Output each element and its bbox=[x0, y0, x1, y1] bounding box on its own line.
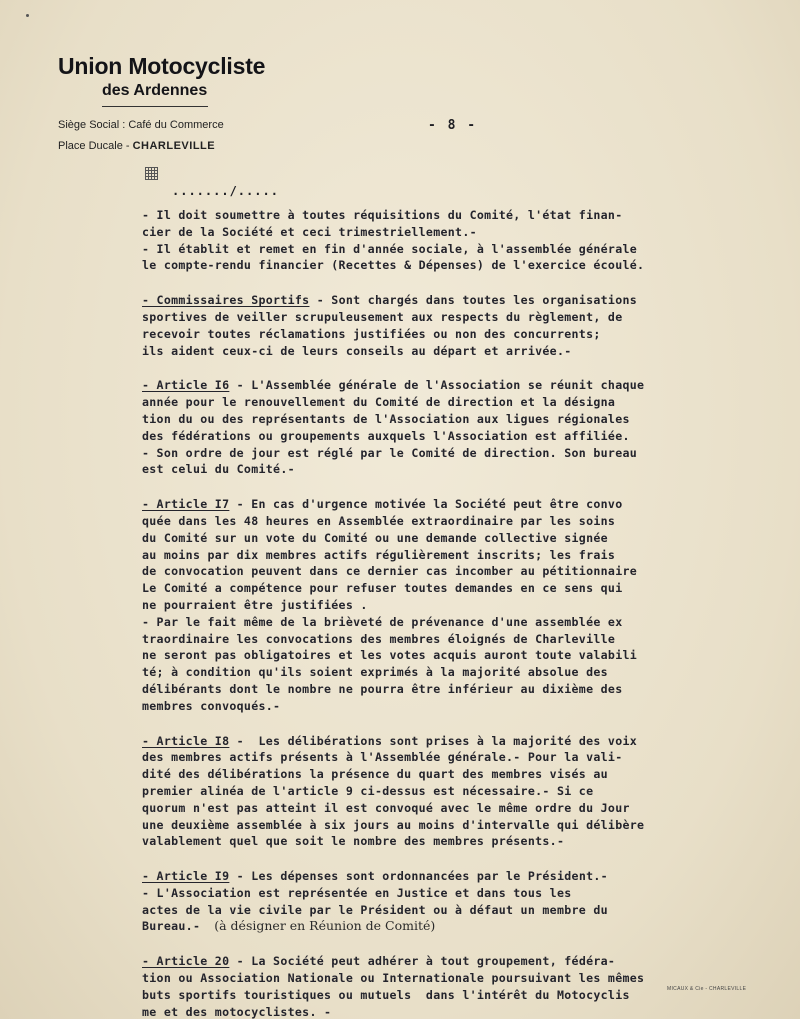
address-place: Place Ducale - bbox=[58, 140, 133, 152]
text-line bbox=[142, 241, 800, 258]
article-heading: - Article I9 bbox=[142, 869, 230, 884]
line-text: sportives de veiller scrupuleusement aux respects du règlement, de bbox=[142, 309, 623, 324]
line-text: du Comité sur un vote du Comité ou une demande collective signée bbox=[142, 530, 608, 545]
paper-speck bbox=[26, 14, 29, 17]
line-text: - Par le fait même de la brièveté de prévenance d'une assemblée ex bbox=[142, 614, 623, 629]
line-text: - L'Assemblée générale de l'Association se réunit chaque bbox=[229, 378, 645, 393]
line-text: année pour le renouvellement du Comité de direction et la désigna bbox=[142, 395, 616, 410]
article-heading: - Article I6 bbox=[142, 378, 230, 393]
line-text: des membres actifs présents à l'Assemblée générale.- Pour la vali- bbox=[142, 750, 623, 765]
paragraph bbox=[142, 207, 800, 274]
text-line bbox=[142, 343, 800, 360]
line-text: délibérants dont le nombre ne pourra être inférieur au dixième des bbox=[142, 681, 623, 696]
address-line-2 bbox=[58, 136, 318, 157]
text-line bbox=[142, 733, 800, 750]
line-text: est celui du Comité.- bbox=[142, 462, 295, 477]
text-line bbox=[142, 1004, 800, 1019]
text-line bbox=[142, 326, 800, 343]
grid-stamp-icon bbox=[145, 167, 158, 180]
line-text: premier alinéa de l'article 9 ci-dessus est nécessaire.- Si ce bbox=[142, 783, 594, 798]
text-line bbox=[142, 868, 800, 885]
line-text: de convocation peuvent dans ce dernier cas incomber au pétitionnaire bbox=[142, 564, 638, 579]
line-text: Bureau.- bbox=[142, 919, 201, 934]
text-line bbox=[142, 428, 800, 445]
text-line bbox=[142, 597, 800, 614]
continuation-mark: ......./..... bbox=[172, 184, 279, 198]
text-line bbox=[142, 664, 800, 681]
line-text: ne seront pas obligatoires et les votes acquis auront toute valabili bbox=[142, 648, 638, 663]
paragraph bbox=[142, 733, 800, 851]
text-line bbox=[142, 631, 800, 648]
text-line bbox=[142, 411, 800, 428]
text-line bbox=[142, 224, 800, 241]
paragraph bbox=[142, 292, 800, 359]
text-line bbox=[142, 918, 800, 935]
line-text: recevoir toutes réclamations justifiées ou non des concurrents; bbox=[142, 326, 601, 341]
line-text: - Il établit et remet en fin d'année sociale, à l'assemblée générale bbox=[142, 241, 638, 256]
text-line bbox=[142, 461, 800, 478]
line-text: au moins par dix membres actifs régulièrement inscrits; les frais bbox=[142, 547, 616, 562]
line-text: - Les dépenses sont ordonnancées par le Président.- bbox=[229, 869, 608, 884]
text-line bbox=[142, 563, 800, 580]
article-heading: - Article I8 bbox=[142, 733, 230, 748]
text-line bbox=[142, 783, 800, 800]
line-text: - Sont chargés dans toutes les organisations bbox=[309, 293, 638, 308]
text-line bbox=[142, 580, 800, 597]
text-line bbox=[142, 647, 800, 664]
page-number: - 8 - bbox=[428, 118, 478, 133]
text-line bbox=[142, 530, 800, 547]
line-text: le compte-rendu financier (Recettes & Dépenses) de l'exercice écoulé. bbox=[142, 258, 645, 273]
line-text: tion du ou des représentants de l'Association aux ligues régionales bbox=[142, 411, 630, 426]
text-line bbox=[142, 614, 800, 631]
text-line bbox=[142, 207, 800, 224]
article-heading: - Article 20 bbox=[142, 954, 230, 969]
text-line bbox=[142, 800, 800, 817]
text-line bbox=[142, 953, 800, 970]
text-line bbox=[142, 496, 800, 513]
line-text: cier de la Société et ceci trimestriellement.- bbox=[142, 224, 477, 239]
text-line bbox=[142, 513, 800, 530]
line-text: me et des motocyclistes. - bbox=[142, 1004, 332, 1019]
paragraph bbox=[142, 868, 800, 935]
line-text: buts sportifs touristiques ou mutuels dans l'intérêt du Motocyclis bbox=[142, 987, 630, 1002]
text-line bbox=[142, 681, 800, 698]
line-text: membres convoqués.- bbox=[142, 698, 281, 713]
line-text: quorum n'est pas atteint il est convoqué avec le même ordre du Jour bbox=[142, 800, 630, 815]
article-heading: - Commissaires Sportifs bbox=[142, 293, 310, 308]
text-line bbox=[142, 817, 800, 834]
line-text: dité des délibérations la présence du quart des membres visés au bbox=[142, 767, 608, 782]
line-text: Le Comité a compétence pour refuser toutes demandes en ce sens qui bbox=[142, 581, 623, 596]
line-text: - Il doit soumettre à toutes réquisitions du Comité, l'état finan- bbox=[142, 208, 623, 222]
document-body bbox=[142, 207, 800, 1019]
text-line bbox=[142, 445, 800, 462]
line-text: - Son ordre de jour est réglé par le Comité de direction. Son bureau bbox=[142, 445, 638, 460]
line-text: traordinaire les convocations des membres éloignés de Charleville bbox=[142, 631, 616, 646]
line-text: quée dans les 48 heures en Assemblée extraordinaire par les soins bbox=[142, 513, 616, 528]
article-heading: - Article I7 bbox=[142, 497, 230, 512]
line-text: des fédérations ou groupements auxquels l'Association est affiliée. bbox=[142, 428, 630, 443]
text-line bbox=[142, 309, 800, 326]
line-text: ne pourraient être justifiées . bbox=[142, 597, 368, 612]
line-text: ils aident ceux-ci de leurs conseils au départ et arrivée.- bbox=[142, 343, 572, 358]
line-text: - La Société peut adhérer à tout groupement, fédéra- bbox=[229, 954, 616, 969]
paragraph bbox=[142, 377, 800, 478]
letterhead-rule bbox=[102, 106, 208, 107]
address-line-1: Siège Social : Café du Commerce bbox=[58, 119, 224, 131]
text-line bbox=[142, 257, 800, 274]
text-line bbox=[142, 902, 800, 919]
letterhead bbox=[58, 52, 318, 157]
line-text: té; à condition qu'ils soient exprimés à la majorité absolue des bbox=[142, 665, 608, 680]
line-text: tion ou Association Nationale ou Internationale poursuivant les mêmes bbox=[142, 971, 645, 986]
paragraph bbox=[142, 496, 800, 714]
organization-subtitle: des Ardennes bbox=[102, 82, 208, 99]
text-line bbox=[142, 394, 800, 411]
line-text: actes de la vie civile par le Président ou à défaut un membre du bbox=[142, 902, 608, 917]
organization-name: Union Motocycliste bbox=[58, 53, 266, 79]
text-line bbox=[142, 377, 800, 394]
text-line bbox=[142, 885, 800, 902]
line-text: - En cas d'urgence motivée la Société peut être convo bbox=[229, 497, 623, 512]
text-line bbox=[142, 970, 800, 987]
text-line bbox=[142, 833, 800, 850]
handwritten-annotation: (à désigner en Réunion de Comité) bbox=[214, 918, 436, 934]
printer-mark: MICAUX & Cie - CHARLEVILLE bbox=[667, 986, 747, 992]
line-text: valablement quel que soit le nombre des membres présents.- bbox=[142, 834, 565, 849]
text-line bbox=[142, 292, 800, 309]
text-line bbox=[142, 766, 800, 783]
text-line bbox=[142, 698, 800, 715]
text-line bbox=[142, 547, 800, 564]
text-line bbox=[142, 749, 800, 766]
line-text: une deuxième assemblée à six jours au moins d'intervalle qui délibère bbox=[142, 817, 645, 832]
line-text: - L'Association est représentée en Justice et dans tous les bbox=[142, 885, 572, 900]
address-city: CHARLEVILLE bbox=[132, 140, 216, 152]
line-text: - Les délibérations sont prises à la majorité des voix bbox=[229, 733, 638, 748]
